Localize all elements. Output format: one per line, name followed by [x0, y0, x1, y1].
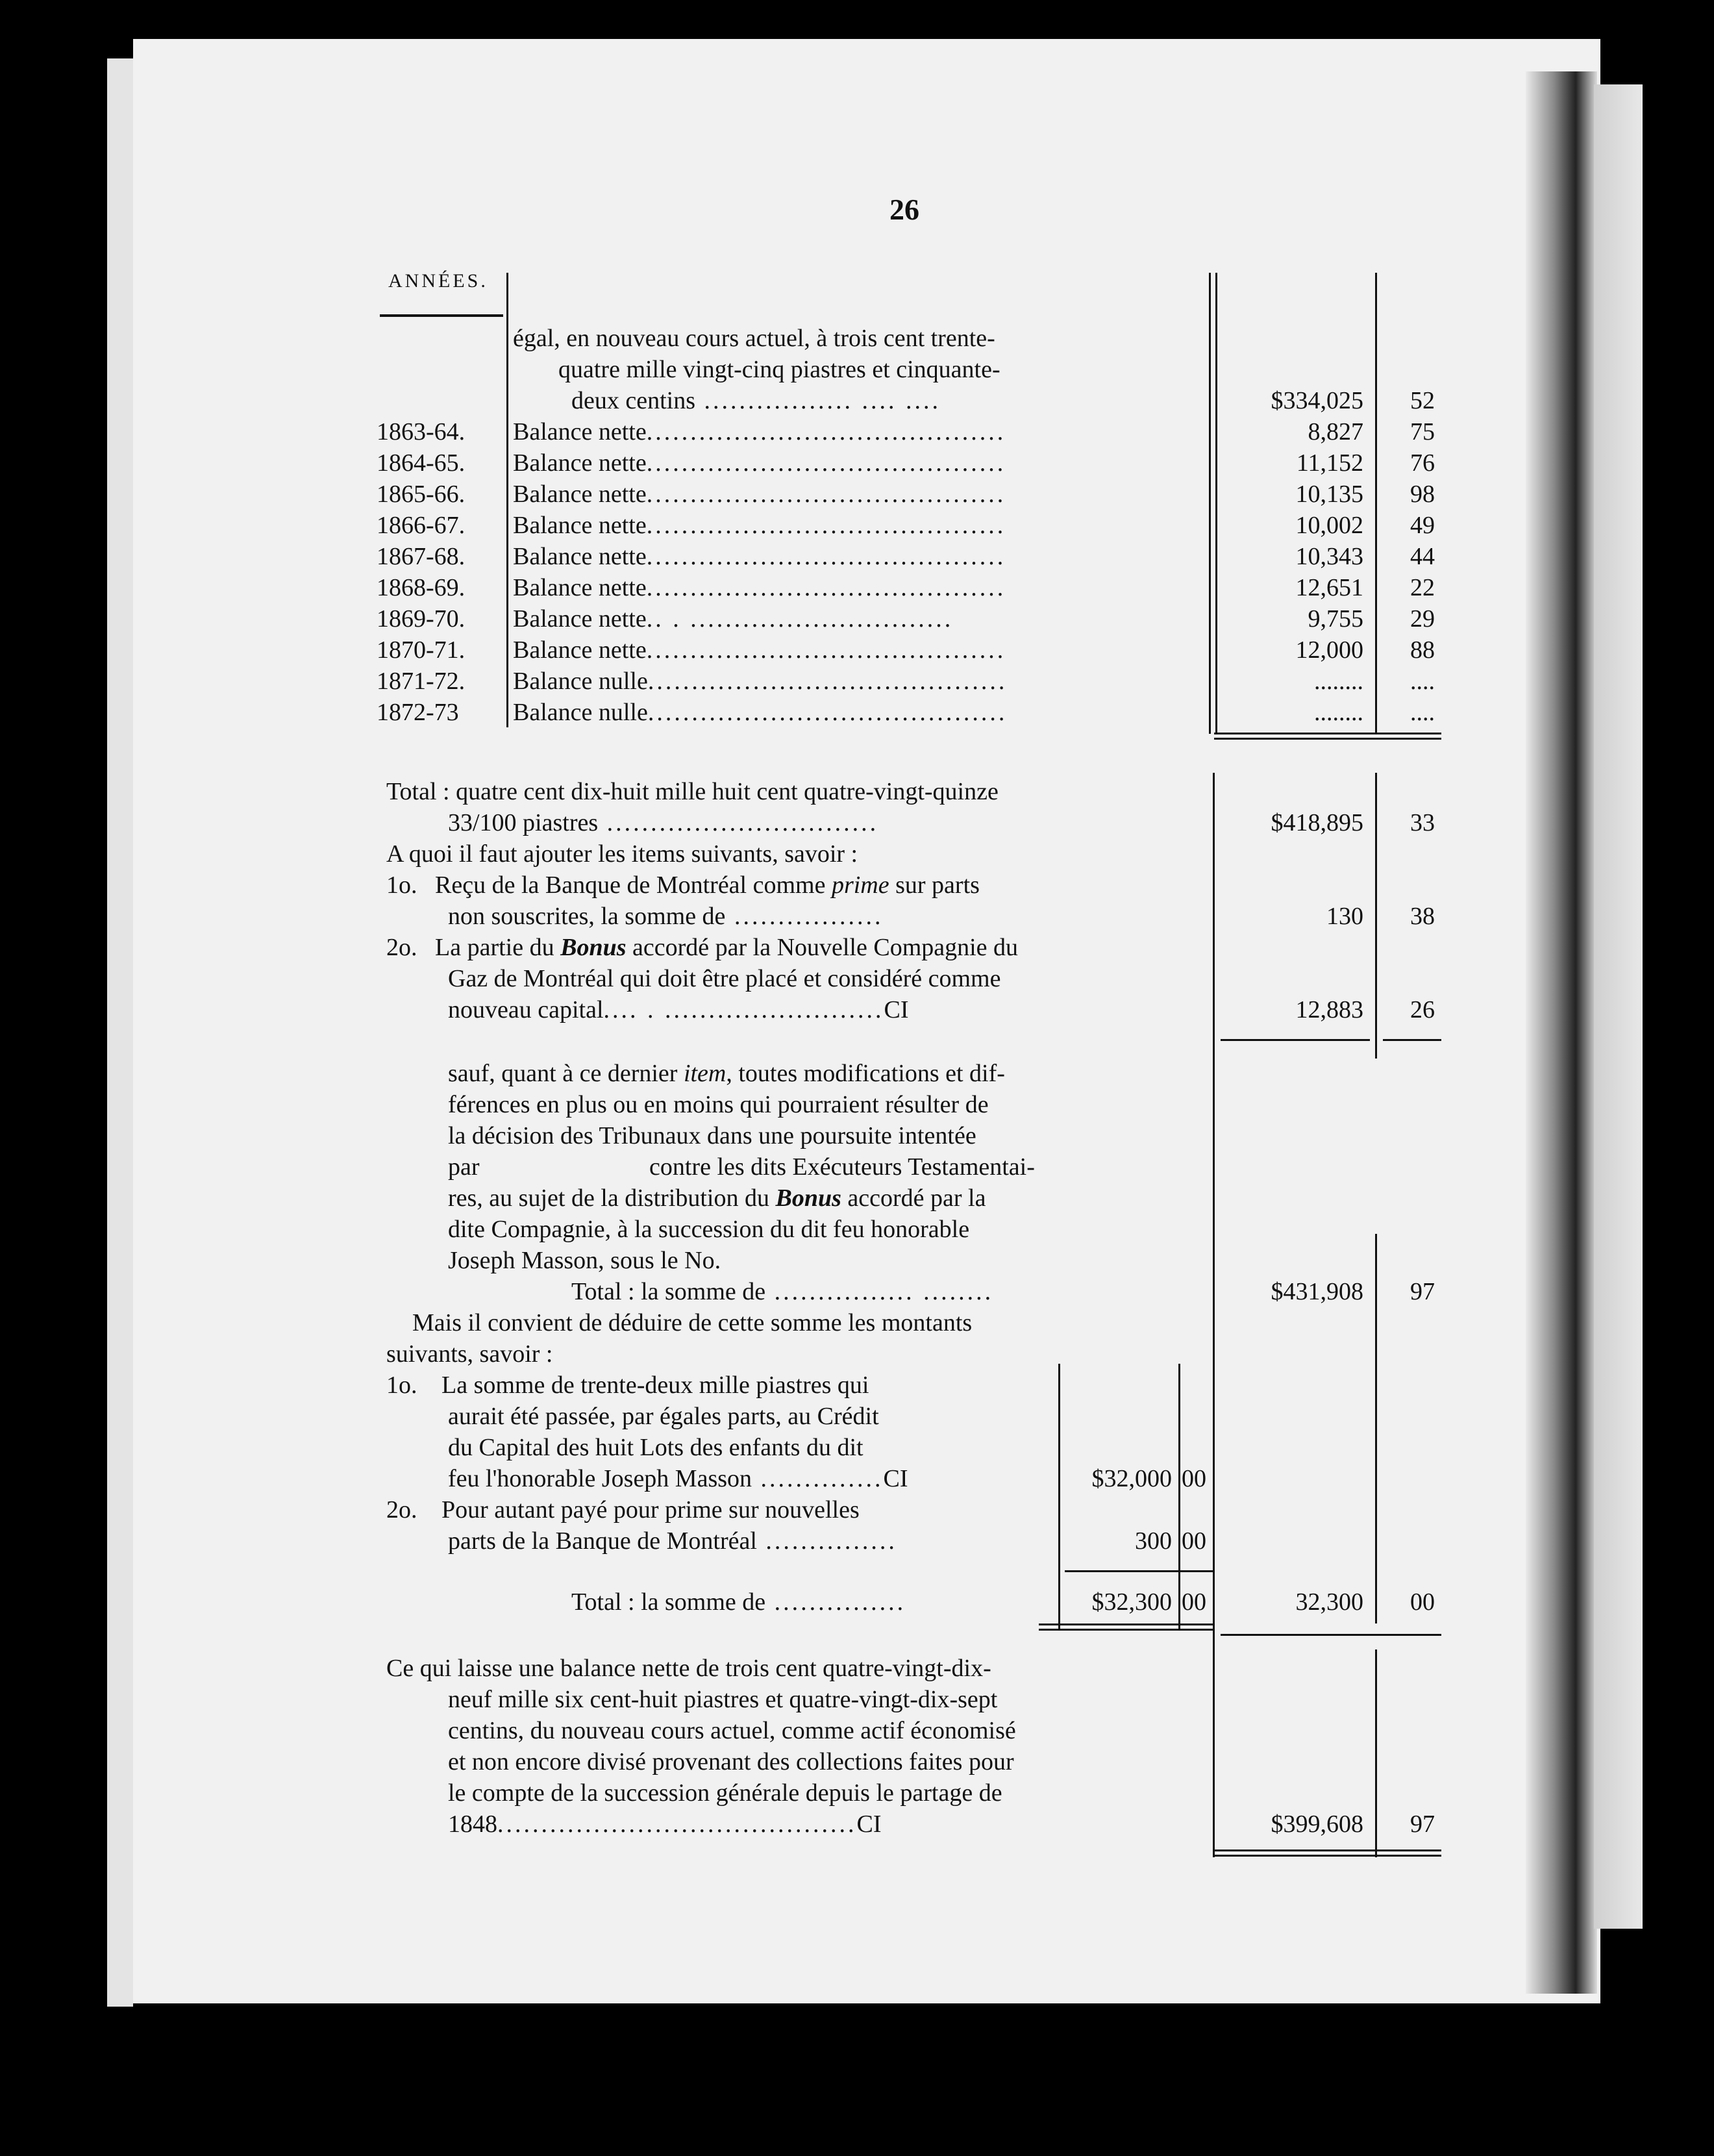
total1-line-1: Total : quatre cent dix-huit mille huit cent quatre-vingt-quinze [386, 778, 999, 805]
item1-number: 1o. [386, 871, 417, 899]
total1-cents: 33 [1410, 809, 1435, 836]
final-rule-a [1214, 1849, 1441, 1851]
year-dollars: 10,343 [1295, 543, 1363, 570]
item2-line-2: Gaz de Montréal qui doit être placé et considéré comme [448, 965, 1001, 992]
intro-dollars: $334,025 [1271, 387, 1363, 414]
total3-dollars: 32,300 [1295, 1588, 1363, 1616]
year-label: 1868-69. [377, 574, 466, 601]
year-label: 1864-65. [377, 449, 466, 477]
ded2-number: 2o. [386, 1496, 417, 1523]
year-label: 1863-64. [377, 418, 466, 445]
final-cents: 97 [1410, 1811, 1435, 1838]
year-cents: 88 [1410, 636, 1435, 664]
ded2-line-2: parts de la Banque de Montréal ............... [448, 1527, 897, 1555]
year-description: Balance nette......................................... [513, 574, 1006, 601]
year-cents: 22 [1410, 574, 1435, 601]
year-description: Balance nette......................................... [513, 481, 1006, 508]
amount-column-rule-lower [1213, 773, 1215, 1857]
item2-number: 2o. [386, 934, 417, 961]
year-label: 1871-72. [377, 668, 466, 695]
total1-dollars: $418,895 [1271, 809, 1363, 836]
column-header-annees: ANNÉES. [388, 270, 488, 292]
year-dollars: 10,002 [1295, 512, 1363, 539]
intro-cents: 52 [1410, 387, 1435, 414]
final-dollars: $399,608 [1271, 1811, 1363, 1838]
year-label: 1869-70. [377, 605, 466, 633]
ded1-cents: 00 [1182, 1465, 1206, 1492]
sauf-line-6: dite Compagnie, à la succession du dit feu honorable [448, 1216, 970, 1243]
page-number: 26 [889, 193, 919, 226]
inner-amount-rule [1058, 1364, 1060, 1630]
year-dollars: 10,135 [1295, 481, 1363, 508]
final-line-1: Ce qui laisse une balance nette de trois cent quatre-vingt-dix- [386, 1655, 991, 1682]
ded1-line-3: du Capital des huit Lots des enfants du dit [448, 1434, 863, 1461]
year-dollars: 9,755 [1308, 605, 1363, 633]
year-cents: 49 [1410, 512, 1435, 539]
cents-column-rule [1375, 273, 1377, 734]
cents-column-rule-lower [1375, 773, 1377, 1059]
years-total-rule-a [1214, 733, 1441, 734]
sauf-line-7: Joseph Masson, sous le No. [448, 1247, 721, 1274]
sauf-line-1: sauf, quant à ce dernier item, toutes modifications et dif- [448, 1060, 1005, 1087]
total2-dollars: $431,908 [1271, 1278, 1363, 1305]
year-dollars: 11,152 [1296, 449, 1363, 477]
ded1-number: 1o. [386, 1372, 417, 1399]
final-line-6: 1848.........................................CI [448, 1811, 882, 1838]
year-label: 1870-71. [377, 636, 466, 664]
year-dollars: ........ [1314, 699, 1363, 726]
final-line-4: et non encore divisé provenant des collections faites pour [448, 1748, 1014, 1775]
total3-label: Total : la somme de ............... [571, 1588, 906, 1616]
ded1-dollars: $32,000 [1091, 1465, 1172, 1492]
year-description: Balance nulle......................................... [513, 699, 1008, 726]
year-column-rule [506, 273, 508, 727]
year-description: Balance nulle......................................... [513, 668, 1008, 695]
year-dollars: 12,651 [1295, 574, 1363, 601]
book-spine-shadow [1526, 71, 1597, 1994]
total3-cents: 00 [1410, 1588, 1435, 1616]
year-cents: 76 [1410, 449, 1435, 477]
year-label: 1867-68. [377, 543, 466, 570]
intro-line-2: quatre mille vingt-cinq piastres et cinquante- [558, 356, 1000, 383]
deduction-total-rule-a [1039, 1623, 1214, 1625]
total3-inner-cents: 00 [1182, 1588, 1206, 1616]
final-rule-b [1214, 1855, 1441, 1857]
year-cents: .... [1410, 668, 1435, 695]
total1-line-2: 33/100 piastres ............................... [448, 809, 879, 836]
ded1-line-1: La somme de trente-deux mille piastres qui [441, 1372, 869, 1399]
item2-dollars: 12,883 [1295, 996, 1363, 1023]
year-cents: 29 [1410, 605, 1435, 633]
year-cents: .... [1410, 699, 1435, 726]
deduction-total-rule-b [1039, 1629, 1214, 1631]
years-total-rule-b [1214, 738, 1441, 740]
subtotal-rule-dollars [1221, 1039, 1370, 1041]
intro-line-3: deux centins ................. .... .... [571, 387, 941, 414]
cents-column-rule-lower-2 [1375, 1234, 1377, 1623]
item1-line-1: Reçu de la Banque de Montréal comme prime sur parts [435, 871, 980, 899]
year-description: Balance nette......................................... [513, 418, 1006, 445]
final-line-3: centins, du nouveau cours actuel, comme actif économisé [448, 1717, 1016, 1744]
total2-label: Total : la somme de ................ ........ [571, 1278, 994, 1305]
ded2-cents: 00 [1182, 1527, 1206, 1555]
item2-cents: 26 [1410, 996, 1435, 1023]
year-description: Balance nette......................................... [513, 636, 1006, 664]
year-dollars: ........ [1314, 668, 1363, 695]
deduct-intro-line-2: suivants, savoir : [386, 1340, 553, 1368]
item2-line-3: nouveau capital.... . .........................CI [448, 996, 909, 1023]
year-cents: 44 [1410, 543, 1435, 570]
item1-cents: 38 [1410, 903, 1435, 930]
intro-line-1: égal, en nouveau cours actuel, à trois cent trente- [513, 325, 995, 352]
sauf-line-4b: contre les dits Exécuteurs Testamentai- [649, 1153, 1035, 1181]
year-label: 1866-67. [377, 512, 466, 539]
year-cents: 75 [1410, 418, 1435, 445]
total3-inner-dollars: $32,300 [1091, 1588, 1172, 1616]
year-dollars: 12,000 [1295, 636, 1363, 664]
final-line-5: le compte de la succession générale depuis le partage de [448, 1779, 1002, 1807]
year-dollars: 8,827 [1308, 418, 1363, 445]
sauf-line-5: res, au sujet de la distribution du Bonus accordé par la [448, 1185, 986, 1212]
total2-cents: 97 [1410, 1278, 1435, 1305]
cents-column-rule-lower-3 [1375, 1649, 1377, 1857]
year-cents: 98 [1410, 481, 1435, 508]
ded1-line-4: feu l'honorable Joseph Masson ..............CI [448, 1465, 908, 1492]
sauf-line-4a: par [448, 1153, 480, 1181]
item2-line-1: La partie du Bonus accordé par la Nouvelle Compagnie du [435, 934, 1019, 961]
item1-line-2: non souscrites, la somme de ................. [448, 903, 884, 930]
year-description: Balance nette......................................... [513, 543, 1006, 570]
ded2-dollars: 300 [1135, 1527, 1172, 1555]
sauf-line-3: la décision des Tribunaux dans une poursuite intentée [448, 1122, 976, 1149]
year-label: 1865-66. [377, 481, 466, 508]
amount-column-rule-b [1215, 273, 1217, 734]
subtotal-rule-cents [1383, 1039, 1441, 1041]
ded1-line-2: aurait été passée, par égales parts, au Crédit [448, 1403, 879, 1430]
year-label: 1872-73 [377, 699, 459, 726]
next-page-edge [1594, 84, 1643, 1929]
amount-column-rule-a [1209, 273, 1211, 734]
final-line-2: neuf mille six cent-huit piastres et quatre-vingt-dix-sept [448, 1686, 998, 1713]
item1-dollars: 130 [1326, 903, 1363, 930]
header-rule [380, 314, 503, 317]
year-description: Balance nette......................................... [513, 512, 1006, 539]
left-page-margin [107, 58, 133, 2007]
year-description: Balance nette......................................... [513, 449, 1006, 477]
deduction-subtotal-rule [1065, 1570, 1214, 1572]
grand-subtraction-rule [1221, 1634, 1441, 1636]
deduct-intro-line-1: Mais il convient de déduire de cette somme les montants [412, 1309, 973, 1336]
inner-cents-rule [1178, 1364, 1180, 1630]
add-intro: A quoi il faut ajouter les items suivants, savoir : [386, 840, 858, 868]
ded2-line-1: Pour autant payé pour prime sur nouvelles [441, 1496, 860, 1523]
year-description: Balance nette.. . .............................. [513, 605, 954, 633]
sauf-line-2: férences en plus ou en moins qui pourraient résulter de [448, 1091, 989, 1118]
